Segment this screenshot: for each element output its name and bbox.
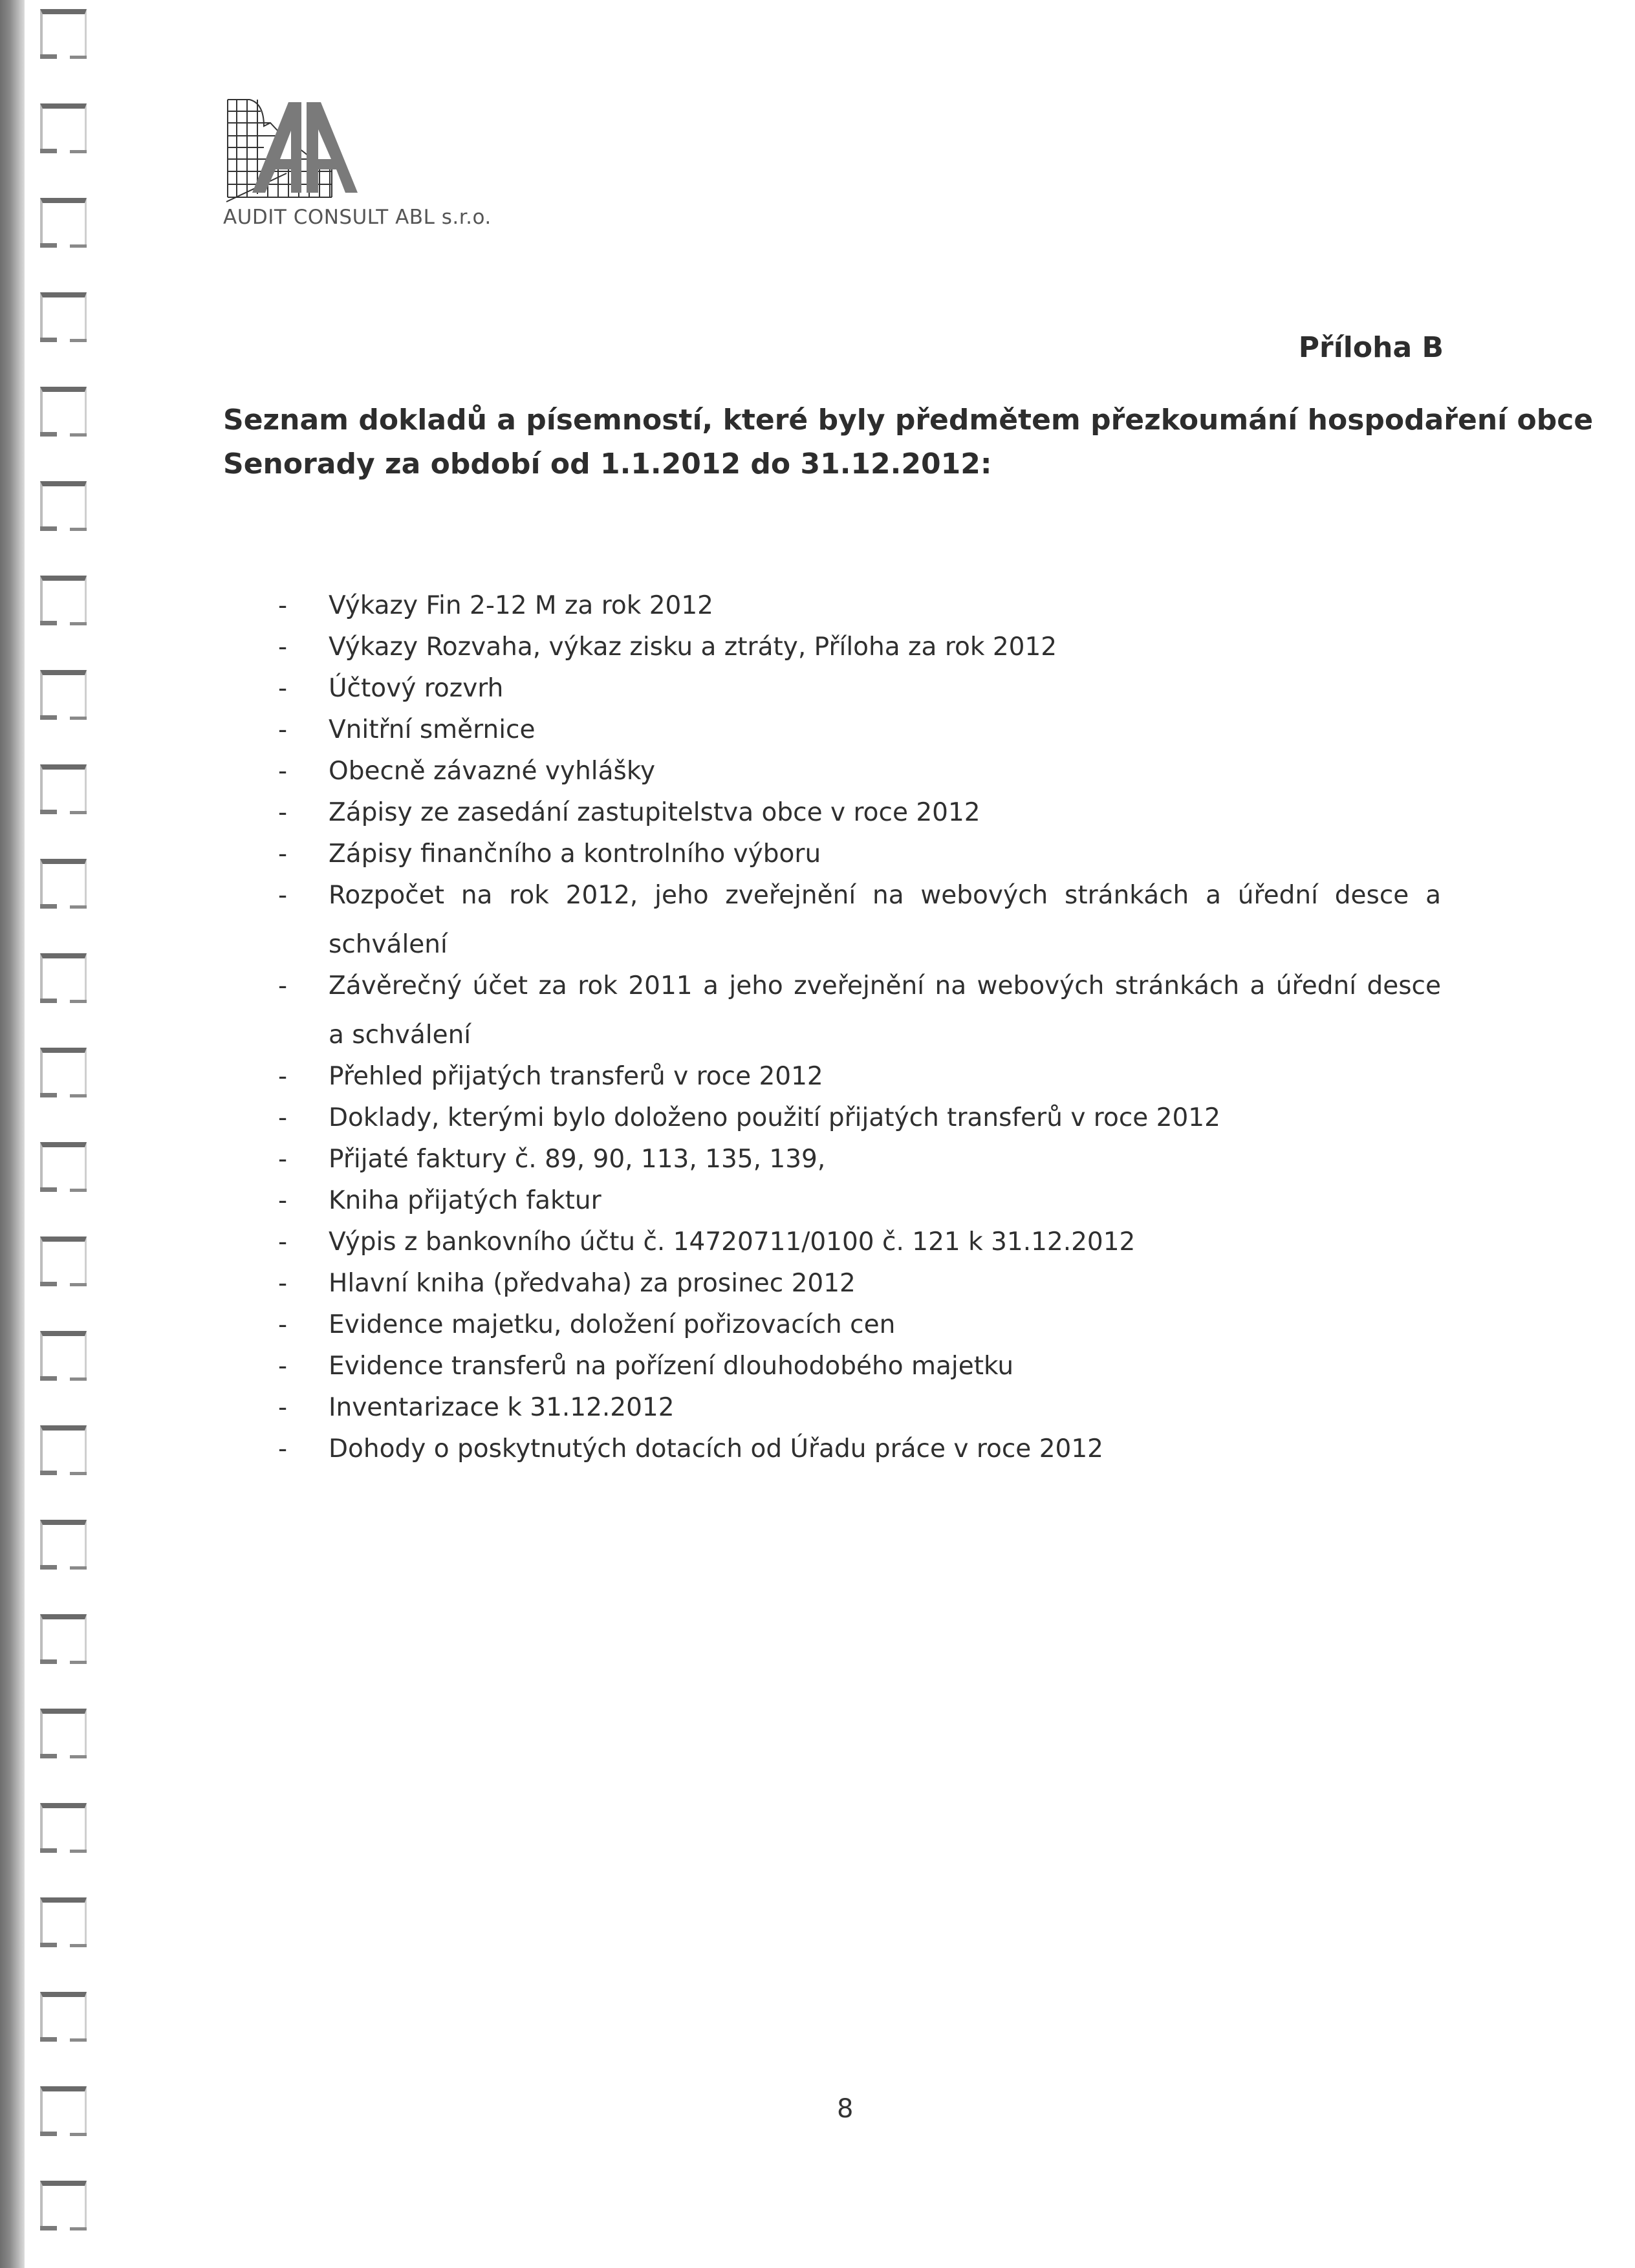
annex-label: Příloha B	[1298, 331, 1444, 364]
list-item	[278, 792, 1449, 834]
list-bullet: -	[278, 1434, 288, 1463]
list-bullet: -	[278, 757, 288, 786]
binding-ring	[40, 103, 87, 152]
binding-ring	[40, 953, 87, 1002]
list-item	[278, 1263, 1449, 1304]
list-item-text: Účtový rozvrh	[329, 674, 504, 703]
list-item-text-continuation: schválení	[329, 930, 448, 959]
list-bullet: -	[278, 1186, 288, 1215]
list-bullet: -	[278, 1269, 288, 1298]
list-item-text: Zápisy ze zasedání zastupitelstva obce v roce 2012	[329, 798, 980, 827]
list-bullet: -	[278, 715, 288, 744]
list-item-text: Obecně závazné vyhlášky	[329, 757, 656, 786]
list-bullet: -	[278, 798, 288, 827]
list-bullet: -	[278, 1103, 288, 1132]
list-item-text: Přehled přijatých transferů v roce 2012	[329, 1062, 823, 1091]
list-bullet: -	[278, 839, 288, 869]
list-bullet: -	[278, 1352, 288, 1381]
list-bullet: -	[278, 1393, 288, 1422]
list-item	[278, 1387, 1449, 1429]
binding-ring	[40, 1142, 87, 1191]
list-bullet: -	[278, 591, 288, 620]
company-logo	[225, 97, 380, 207]
list-item-text: Kniha přijatých faktur	[329, 1186, 601, 1215]
list-item-text: Zápisy finančního a kontrolního výboru	[329, 839, 821, 869]
binding-ring	[40, 1803, 87, 1852]
list-item-text: Výpis z bankovního účtu č. 14720711/0100 č. 121 k 31.12.2012	[329, 1227, 1136, 1257]
list-item-text: Hlavní kniha (předvaha) za prosinec 2012	[329, 1269, 856, 1298]
list-item-text: Evidence majetku, doložení pořizovacích cen	[329, 1310, 896, 1339]
company-name: AUDIT CONSULT ABL s.r.o.	[223, 206, 492, 229]
binding-ring	[40, 2086, 87, 2135]
binding-ring	[40, 1992, 87, 2040]
list-bullet: -	[278, 1310, 288, 1339]
list-item	[278, 1304, 1449, 1346]
list-item	[278, 1222, 1449, 1263]
list-item-text: Doklady, kterými bylo doloženo použití přijatých transferů v roce 2012	[329, 1103, 1220, 1132]
list-item	[278, 627, 1449, 668]
binding-ring	[40, 292, 87, 341]
binding-ring	[40, 859, 87, 907]
list-item	[278, 834, 1449, 875]
list-item-text: Rozpočet na rok 2012, jeho zveřejnění na webových stránkách a úřední desce a	[329, 881, 1441, 910]
list-item	[278, 1346, 1449, 1387]
list-bullet: -	[278, 881, 288, 910]
list-item	[278, 1056, 1449, 1097]
binding-ring	[40, 1520, 87, 1568]
list-item	[278, 585, 1449, 627]
binding-ring	[40, 670, 87, 718]
logo-letters	[252, 102, 358, 193]
list-item-text-continuation: a schválení	[329, 1021, 471, 1050]
list-item	[278, 751, 1449, 792]
binding-ring	[40, 1425, 87, 1474]
binding-ring	[40, 1709, 87, 1757]
binding-ring	[40, 1331, 87, 1379]
list-item	[278, 709, 1449, 751]
list-item	[278, 966, 1449, 1056]
binding-ring	[40, 1237, 87, 1285]
binding-ring	[40, 2181, 87, 2229]
list-item-text: Závěrečný účet za rok 2011 a jeho zveřejnění na webových stránkách a úřední desce	[329, 971, 1441, 1000]
list-bullet: -	[278, 971, 288, 1000]
binding-ring	[40, 1897, 87, 1946]
list-bullet: -	[278, 1145, 288, 1174]
list-item-text: Evidence transferů na pořízení dlouhodobého majetku	[329, 1352, 1014, 1381]
document-list	[278, 585, 1449, 1470]
list-item	[278, 875, 1449, 966]
list-item	[278, 1180, 1449, 1222]
binding-ring	[40, 1614, 87, 1663]
list-item-text: Výkazy Rozvaha, výkaz zisku a ztráty, Příloha za rok 2012	[329, 632, 1057, 662]
document-heading-line-2: Senorady za období od 1.1.2012 do 31.12.2012:	[223, 448, 992, 481]
list-item-text: Vnitřní směrnice	[329, 715, 536, 744]
list-bullet: -	[278, 632, 288, 662]
list-bullet: -	[278, 674, 288, 703]
list-item-text: Inventarizace k 31.12.2012	[329, 1393, 675, 1422]
list-item-text: Výkazy Fin 2-12 M za rok 2012	[329, 591, 713, 620]
binding-ring	[40, 576, 87, 624]
binding-ring	[40, 9, 87, 58]
list-item-text: Přijaté faktury č. 89, 90, 113, 135, 139,	[329, 1145, 826, 1174]
binding-ring	[40, 387, 87, 435]
page-number: 8	[837, 2094, 854, 2124]
binding-ring	[40, 764, 87, 813]
list-item	[278, 1097, 1449, 1139]
list-bullet: -	[278, 1062, 288, 1091]
list-item	[278, 668, 1449, 709]
list-item	[278, 1429, 1449, 1470]
binding-ring	[40, 481, 87, 530]
list-item-text: Dohody o poskytnutých dotacích od Úřadu práce v roce 2012	[329, 1434, 1103, 1463]
binding-strip	[0, 0, 25, 2268]
binding-ring	[40, 1048, 87, 1096]
list-item	[278, 1139, 1449, 1180]
document-heading-line-1: Seznam dokladů a písemností, které byly předmětem přezkoumání hospodaření obce	[223, 404, 1594, 437]
binding-ring	[40, 198, 87, 246]
list-bullet: -	[278, 1227, 288, 1257]
